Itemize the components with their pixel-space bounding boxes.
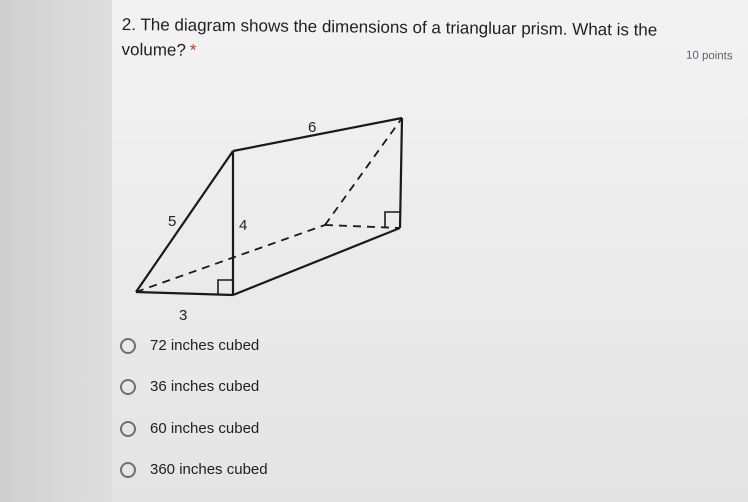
option-72[interactable] <box>120 337 259 354</box>
option-label: 360 inches cubed <box>150 461 268 478</box>
hidden-edge-back-hyp <box>325 118 402 225</box>
option-label: 36 inches cubed <box>150 378 260 395</box>
edge-top-length <box>233 118 402 151</box>
hidden-edge-base-back <box>136 225 325 292</box>
prism-solid-edges <box>136 118 402 295</box>
required-asterisk: * <box>189 40 197 60</box>
radio-button[interactable] <box>120 462 136 478</box>
right-angle-front <box>218 280 233 294</box>
label-height: 4 <box>239 217 248 234</box>
option-60[interactable] <box>120 420 259 437</box>
label-base: 3 <box>179 307 188 324</box>
question-card <box>112 0 748 502</box>
label-length: 6 <box>308 119 317 136</box>
option-36[interactable] <box>120 378 259 395</box>
edge-bottom-length <box>233 228 400 295</box>
question-text: 2. The diagram shows the dimensions of a triangluar prism. What is the volume? <box>121 14 658 60</box>
radio-button[interactable] <box>120 421 136 437</box>
option-label: 72 inches cubed <box>150 337 260 354</box>
page-margin <box>0 0 112 502</box>
label-hypotenuse: 5 <box>168 213 177 230</box>
radio-button[interactable] <box>120 379 136 395</box>
points-label: 10 points <box>685 49 733 63</box>
edge-back-height <box>400 118 402 228</box>
option-label: 60 inches cubed <box>150 420 260 437</box>
option-360[interactable] <box>120 461 268 478</box>
prism-diagram <box>112 0 748 330</box>
edge-hypotenuse <box>136 151 233 292</box>
radio-button[interactable] <box>120 338 136 354</box>
hidden-edge-back-base <box>325 225 400 228</box>
right-angle-back <box>385 212 400 227</box>
